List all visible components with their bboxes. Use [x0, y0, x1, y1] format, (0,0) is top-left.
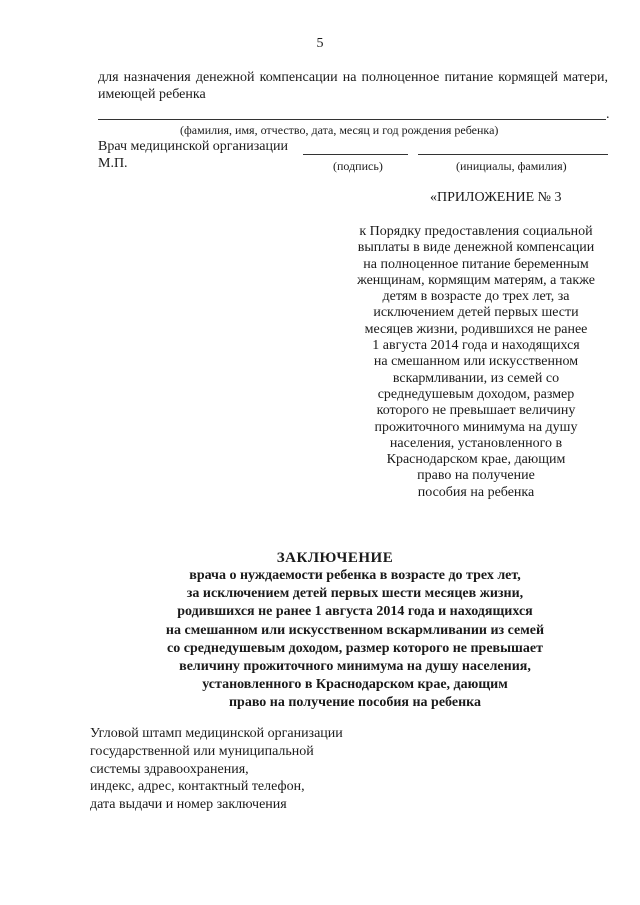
conclusion-line: за исключением детей первых шести месяцев жизни,: [186, 586, 524, 602]
intro-paragraph: для назначения денежной компенсации на полноценное питание кормящей матери, имеющей ребенка: [98, 70, 608, 102]
appendix-title: «ПРИЛОЖЕНИЕ № 3: [430, 190, 562, 205]
appendix-line: выплаты в виде денежной компенсации: [357, 240, 595, 256]
line-end-mark: .: [606, 107, 610, 122]
conclusion-line: право на получение пособия на ребенка: [228, 695, 481, 711]
stamp-line: дата выдачи и номер заключения: [90, 797, 287, 813]
appendix-line: вскармливании, из семей со: [392, 370, 560, 386]
appendix-line: право на получение: [417, 468, 535, 484]
stamp-line: Угловой штамп медицинской организации: [90, 726, 343, 741]
stamp-place-label: М.П.: [98, 156, 128, 171]
stamp-line: системы здравоохранения,: [90, 761, 249, 777]
appendix-line: исключением детей первых шести: [373, 305, 579, 321]
appendix-line: 1 августа 2014 года и находящихся: [372, 338, 580, 354]
appendix-line: к Порядку предоставления социальной: [359, 224, 593, 239]
conclusion-line: со среднедушевым доходом, размер которого не превышает: [167, 640, 543, 656]
child-name-line: [98, 119, 606, 120]
stamp-line: индекс, адрес, контактный телефон,: [90, 779, 305, 795]
signature-caption: (подпись): [333, 159, 383, 173]
appendix-line: на смешанном или искусственном: [373, 354, 579, 370]
conclusion-line: установленного в Краснодарском крае, дающим: [202, 677, 508, 693]
appendix-line: женщинам, кормящим матерям, а также: [357, 272, 595, 288]
conclusion-line: величину прожиточного минимума на душу населения,: [179, 659, 531, 675]
appendix-line: пособия на ребенка: [417, 484, 535, 500]
stamp-line: государственной или муниципальной: [90, 743, 314, 759]
conclusion-subtitle: [140, 567, 570, 713]
appendix-line: прожиточного минимума на душу: [374, 419, 578, 435]
doctor-label: Врач медицинской организации: [98, 139, 288, 154]
appendix-text: [338, 224, 614, 501]
appendix-line: месяцев жизни, родившихся не ранее: [364, 321, 588, 337]
appendix-line: на полноценное питание беременным: [363, 256, 589, 272]
appendix-line: которого не превышает величину: [376, 403, 576, 419]
initials-caption: (инициалы, фамилия): [456, 159, 567, 173]
conclusion-title: ЗАКЛЮЧЕНИЕ: [276, 550, 394, 566]
appendix-line: населения, установленного в: [389, 435, 563, 451]
corner-stamp-block: [90, 725, 420, 814]
signature-line: [303, 154, 408, 155]
page-number: 5: [316, 36, 324, 51]
appendix-line: детям в возрасте до трех лет, за: [382, 289, 570, 305]
appendix-line: среднедушевым доходом, размер: [377, 386, 575, 402]
conclusion-line: на смешанном или искусственном вскармливании из семей: [165, 622, 545, 638]
child-name-caption: (фамилия, имя, отчество, дата, месяц и год рождения ребенка): [180, 123, 499, 137]
conclusion-line: врача о нуждаемости ребенка в возрасте до трех лет,: [189, 568, 521, 583]
initials-line: [418, 154, 608, 155]
conclusion-line: родившихся не ранее 1 августа 2014 года и находящихся: [177, 604, 533, 620]
appendix-line: Краснодарском крае, дающим: [386, 452, 566, 468]
